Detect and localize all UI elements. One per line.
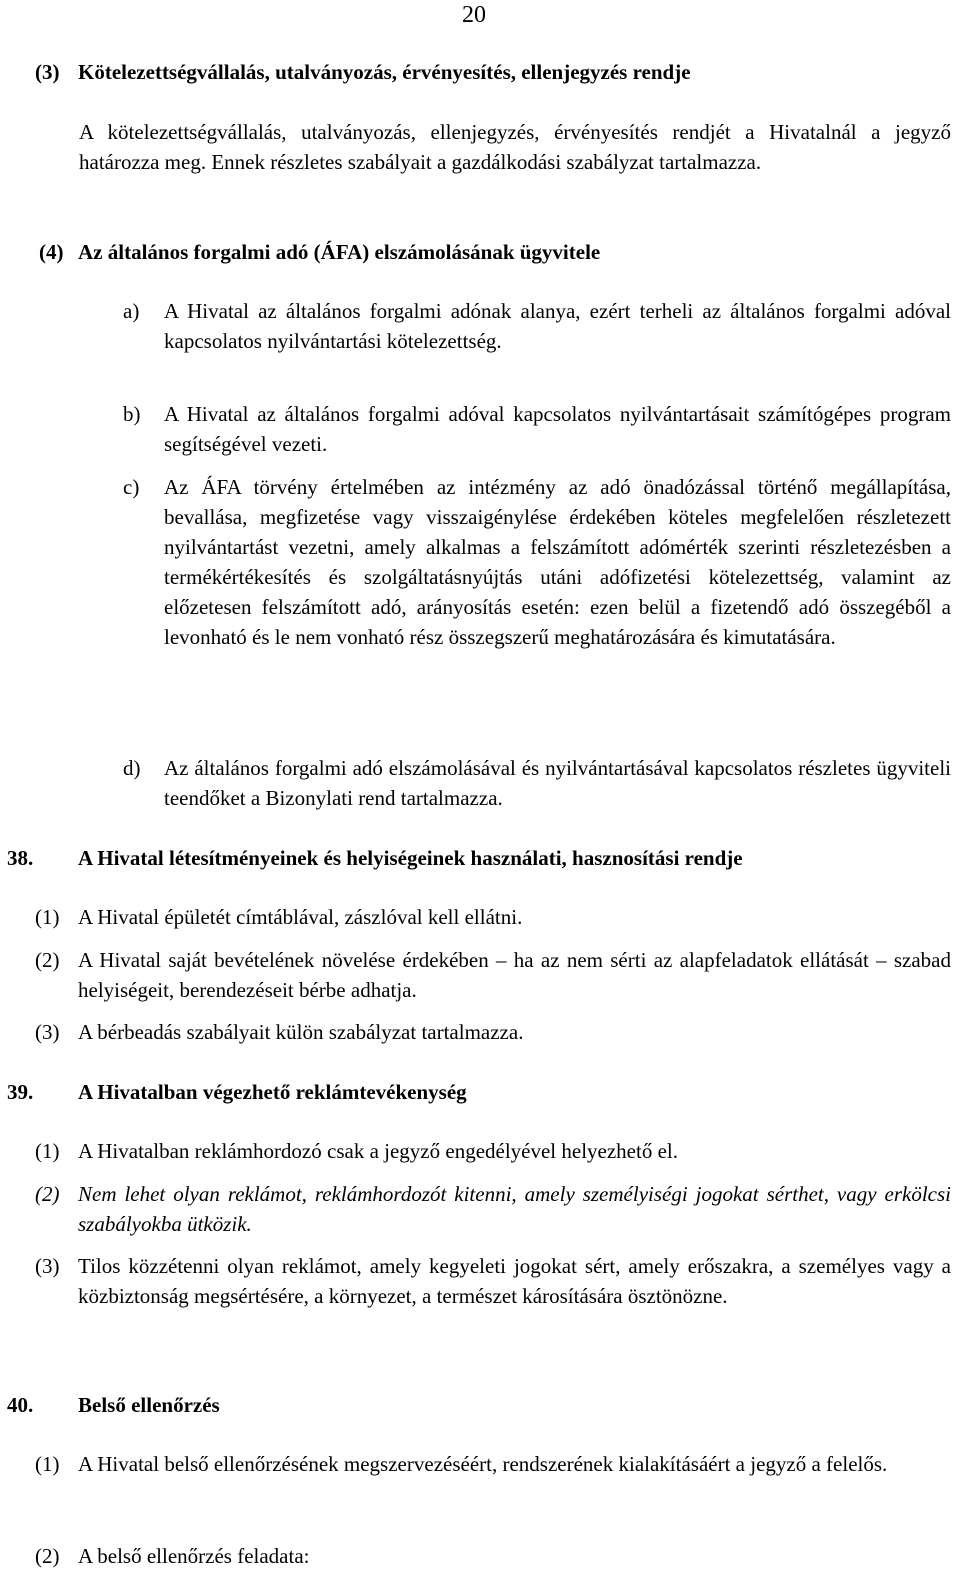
subsection-3-text: A kötelezettségvállalás, utalványozás, ellenjegyzés, érvényesítés rendjét a Hivatalnál a jegyző határozza meg. Ennek részletes szabályait a gazdálkodási szabályzat tartalmazza. [79,120,951,174]
item-number: (2) [35,1182,60,1206]
section-39-number: 39. [7,1080,34,1104]
section-38-item-3 [35,1017,951,1047]
section-39-item-3 [35,1251,951,1311]
item-text: A bérbeadás szabályait külön szabályzat tartalmazza. [78,1020,524,1044]
subsection-4-number: (4) [39,240,64,264]
section-39-title: A Hivatalban végezhető reklámtevékenység [78,1080,467,1104]
section-38-item-2 [35,945,951,1005]
item-number: (1) [35,1139,60,1163]
item-number: (2) [35,948,60,972]
list-item-label: d) [123,756,141,780]
subsection-3-title: Kötelezettségvállalás, utalványozás, érvényesítés, ellenjegyzés rendje [78,60,691,84]
item-number: (1) [35,905,60,929]
section-40-item-2 [35,1541,951,1571]
item-number: (3) [35,1020,60,1044]
list-item-c [123,472,951,652]
item-text: A belső ellenőrzés feladata: [78,1544,310,1568]
section-40-number: 40. [7,1393,34,1417]
section-39-item-2 [35,1179,951,1239]
list-item-text: Az ÁFA törvény értelmében az intézmény az adó önadózással történő megállapítása, bevallása, megfizetése vagy visszaigénylése érdekében köteles megfelelően részletezett nyilvántartást vezetni, amely alkalmas a felszámított adómérték szerinti részletezésben a termékértékesítés és szolgáltatásnyújtás utáni adófizetési kötelezettség, valamint az előzetesen felszámított adó, arányosítás esetén: ezen belül a fizetendő adó összegéből a levonható és le nem vonható rész összegszerű meghatározására és kimutatására. [164,475,951,649]
section-40-title: Belső ellenőrzés [78,1393,220,1417]
list-item-d [123,753,951,813]
section-38-item-1 [35,902,951,932]
item-text: A Hivatal épületét címtáblával, zászlóval kell ellátni. [78,905,523,929]
list-item-text: A Hivatal az általános forgalmi adónak alanya, ezért terheli az általános forgalmi adóval kapcsolatos nyilvántartási kötelezettség. [164,299,951,353]
item-text: A Hivatal saját bevételének növelése érdekében – ha az nem sérti az alapfeladatok ellátását – szabad helyiségeit, berendezéseit bérbe adhatja. [78,948,951,1002]
list-item-a [123,296,951,356]
item-text: A Hivatalban reklámhordozó csak a jegyző engedélyével helyezhető el. [78,1139,678,1163]
item-number: (2) [35,1544,60,1568]
section-38-title: A Hivatal létesítményeinek és helyiségeinek használati, hasznosítási rendje [78,846,743,870]
subsection-3-number: (3) [35,60,60,84]
list-item-text: Az általános forgalmi adó elszámolásával és nyilvántartásával kapcsolatos részletes ügyviteli teendőket a Bizonylati rend tartalmazza. [164,756,951,810]
list-item-text: A Hivatal az általános forgalmi adóval kapcsolatos nyilvántartásait számítógépes program segítségével vezeti. [164,402,951,456]
list-item-label: a) [123,299,140,323]
section-39-item-1 [35,1136,951,1166]
item-text: Tilos közzétenni olyan reklámot, amely kegyeleti jogokat sért, amely erőszakra, a személyes vagy a közbiztonság megsértésére, a környezet, a természet károsítására ösztönözne. [78,1254,951,1308]
list-item-label: b) [123,402,141,426]
item-text: Nem lehet olyan reklámot, reklámhordozót kitenni, amely személyiségi jogokat sérthet, vagy erkölcsi szabályokba ütközik. [78,1182,951,1236]
list-item-label: c) [123,475,140,499]
item-number: (1) [35,1452,60,1476]
list-item-b [123,399,951,459]
page-number: 20 [462,2,486,28]
item-number: (3) [35,1254,60,1278]
section-40-item-1 [35,1449,951,1479]
section-38-number: 38. [7,846,34,870]
item-text: A Hivatal belső ellenőrzésének megszervezéséért, rendszerének kialakításáért a jegyző a felelős. [78,1452,888,1476]
subsection-4-title: Az általános forgalmi adó (ÁFA) elszámolásának ügyvitele [78,240,601,264]
